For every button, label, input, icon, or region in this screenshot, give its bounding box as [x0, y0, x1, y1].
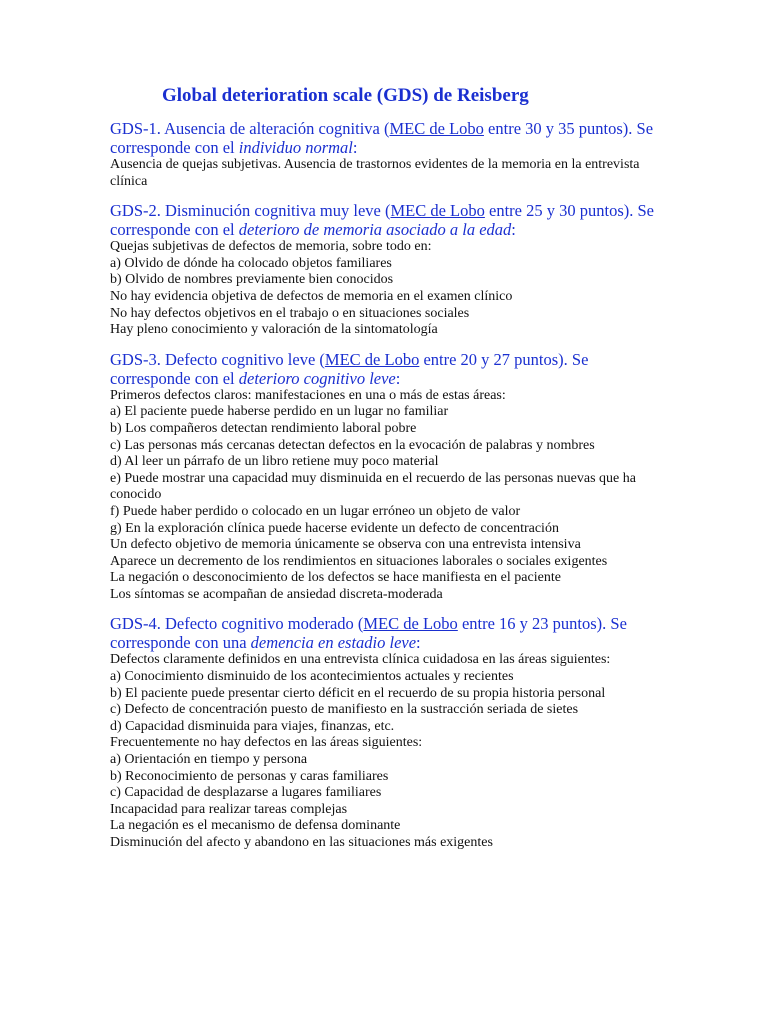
- heading-text: :: [352, 138, 358, 157]
- section-gds-3: [110, 350, 670, 604]
- heading-text: GDS-3. Defecto cognitivo leve (: [110, 349, 325, 369]
- body-line: No hay defectos objetivos en el trabajo o en situaciones sociales: [110, 305, 470, 321]
- body-line: Defectos claramente definidos en una entrevista clínica cuidadosa en las áreas siguientes:: [110, 652, 611, 668]
- mec-de-lobo-link[interactable]: MEC de Lobo: [363, 614, 458, 634]
- heading-emphasis: demencia en estadio leve: [250, 633, 417, 653]
- mec-de-lobo-link[interactable]: MEC de Lobo: [390, 201, 485, 221]
- heading-text: entre 30 y 35 puntos). Se corresponde con el: [110, 119, 654, 157]
- heading-text: entre 25 y 30 puntos). Se corresponde con el: [110, 201, 654, 240]
- body-line: Aparece un decremento de los rendimientos en situaciones laborales o sociales exigentes: [110, 553, 608, 569]
- heading-emphasis: deterioro cognitivo leve: [238, 368, 396, 388]
- body-line: La negación o desconocimiento de los defectos se hace manifiesta en el paciente: [110, 570, 561, 586]
- section-heading: [110, 119, 670, 157]
- heading-text: GDS-1. Ausencia de alteración cognitiva (: [110, 119, 390, 138]
- body-line: No hay evidencia objetiva de defectos de memoria en el examen clínico: [110, 288, 513, 304]
- body-line: a) El paciente puede haberse perdido en un lugar no familiar: [110, 404, 449, 420]
- heading-text: :: [416, 633, 421, 653]
- heading-text: GDS-2. Disminución cognitiva muy leve (: [110, 201, 391, 221]
- heading-text: entre 16 y 23 puntos). Se corresponde con una: [110, 614, 627, 653]
- section-body: [110, 388, 670, 604]
- heading-emphasis: individuo normal: [238, 138, 353, 157]
- section-body: [110, 239, 670, 339]
- body-line: a) Orientación en tiempo y persona: [110, 752, 308, 768]
- body-line: b) Reconocimiento de personas y caras familiares: [110, 768, 389, 784]
- body-line: b) Olvido de nombres previamente bien conocidos: [110, 272, 394, 288]
- body-line: Ausencia de quejas subjetivas. Ausencia de trastornos evidentes de la memoria en la entrevista clínica: [110, 157, 640, 189]
- body-line: Hay pleno conocimiento y valoración de la sintomatología: [110, 322, 438, 338]
- body-line: Primeros defectos claros: manifestaciones en una o más de estas áreas:: [110, 387, 506, 403]
- heading-text: GDS-4. Defecto cognitivo moderado (: [110, 614, 364, 634]
- section-body: [110, 652, 670, 851]
- body-line: b) Los compañeros detectan rendimiento laboral pobre: [110, 420, 417, 436]
- body-line: d) Capacidad disminuida para viajes, finanzas, etc.: [110, 718, 395, 734]
- section-gds-1: [110, 119, 670, 190]
- heading-text: entre 20 y 27 puntos). Se corresponde con el: [110, 349, 589, 388]
- body-line: La negación es el mecanismo de defensa dominante: [110, 818, 401, 834]
- body-line: c) Capacidad de desplazarse a lugares familiares: [110, 785, 382, 801]
- body-line: e) Puede mostrar una capacidad muy disminuida en el recuerdo de las personas nuevas que ha conocido: [110, 470, 636, 503]
- section-heading: [110, 614, 670, 652]
- body-line: d) Al leer un párrafo de un libro retiene muy poco material: [110, 454, 439, 470]
- body-line: a) Conocimiento disminuido de los acontecimientos actuales y recientes: [110, 669, 514, 685]
- body-line: g) En la exploración clínica puede hacerse evidente un defecto de concentración: [110, 520, 559, 536]
- section-gds-2: [110, 201, 670, 339]
- body-line: Los síntomas se acompañan de ansiedad discreta-moderada: [110, 586, 443, 602]
- heading-text: :: [511, 220, 516, 240]
- body-line: b) El paciente puede presentar cierto déficit en el recuerdo de su propia historia personal: [110, 685, 606, 701]
- body-line: f) Puede haber perdido o colocado en un lugar erróneo un objeto de valor: [110, 503, 521, 519]
- section-heading: [110, 350, 670, 388]
- body-line: Frecuentemente no hay defectos en las áreas siguientes:: [110, 735, 423, 751]
- body-line: c) Las personas más cercanas detectan defectos en la evocación de palabras y nombres: [110, 437, 595, 453]
- heading-text: :: [395, 368, 401, 388]
- document-title: Global deterioration scale (GDS) de Reisberg: [162, 85, 529, 106]
- body-line: Disminución del afecto y abandono en las situaciones más exigentes: [110, 835, 493, 850]
- body-line: Quejas subjetivas de defectos de memoria, sobre todo en:: [110, 239, 432, 255]
- body-line: Un defecto objetivo de memoria únicamente se observa con una entrevista intensiva: [110, 537, 581, 553]
- document-page: [110, 84, 670, 863]
- mec-de-lobo-link[interactable]: MEC de Lobo: [389, 119, 484, 138]
- body-line: c) Defecto de concentración puesto de manifiesto en la sustracción seriada de sietes: [110, 702, 579, 718]
- body-line: a) Olvido de dónde ha colocado objetos familiares: [110, 255, 392, 271]
- heading-emphasis: deterioro de memoria asociado a la edad: [238, 220, 512, 240]
- section-gds-4: [110, 614, 670, 851]
- section-heading: [110, 201, 670, 239]
- section-body: [110, 157, 670, 190]
- mec-de-lobo-link[interactable]: MEC de Lobo: [324, 349, 420, 369]
- body-line: Incapacidad para realizar tareas complejas: [110, 801, 348, 817]
